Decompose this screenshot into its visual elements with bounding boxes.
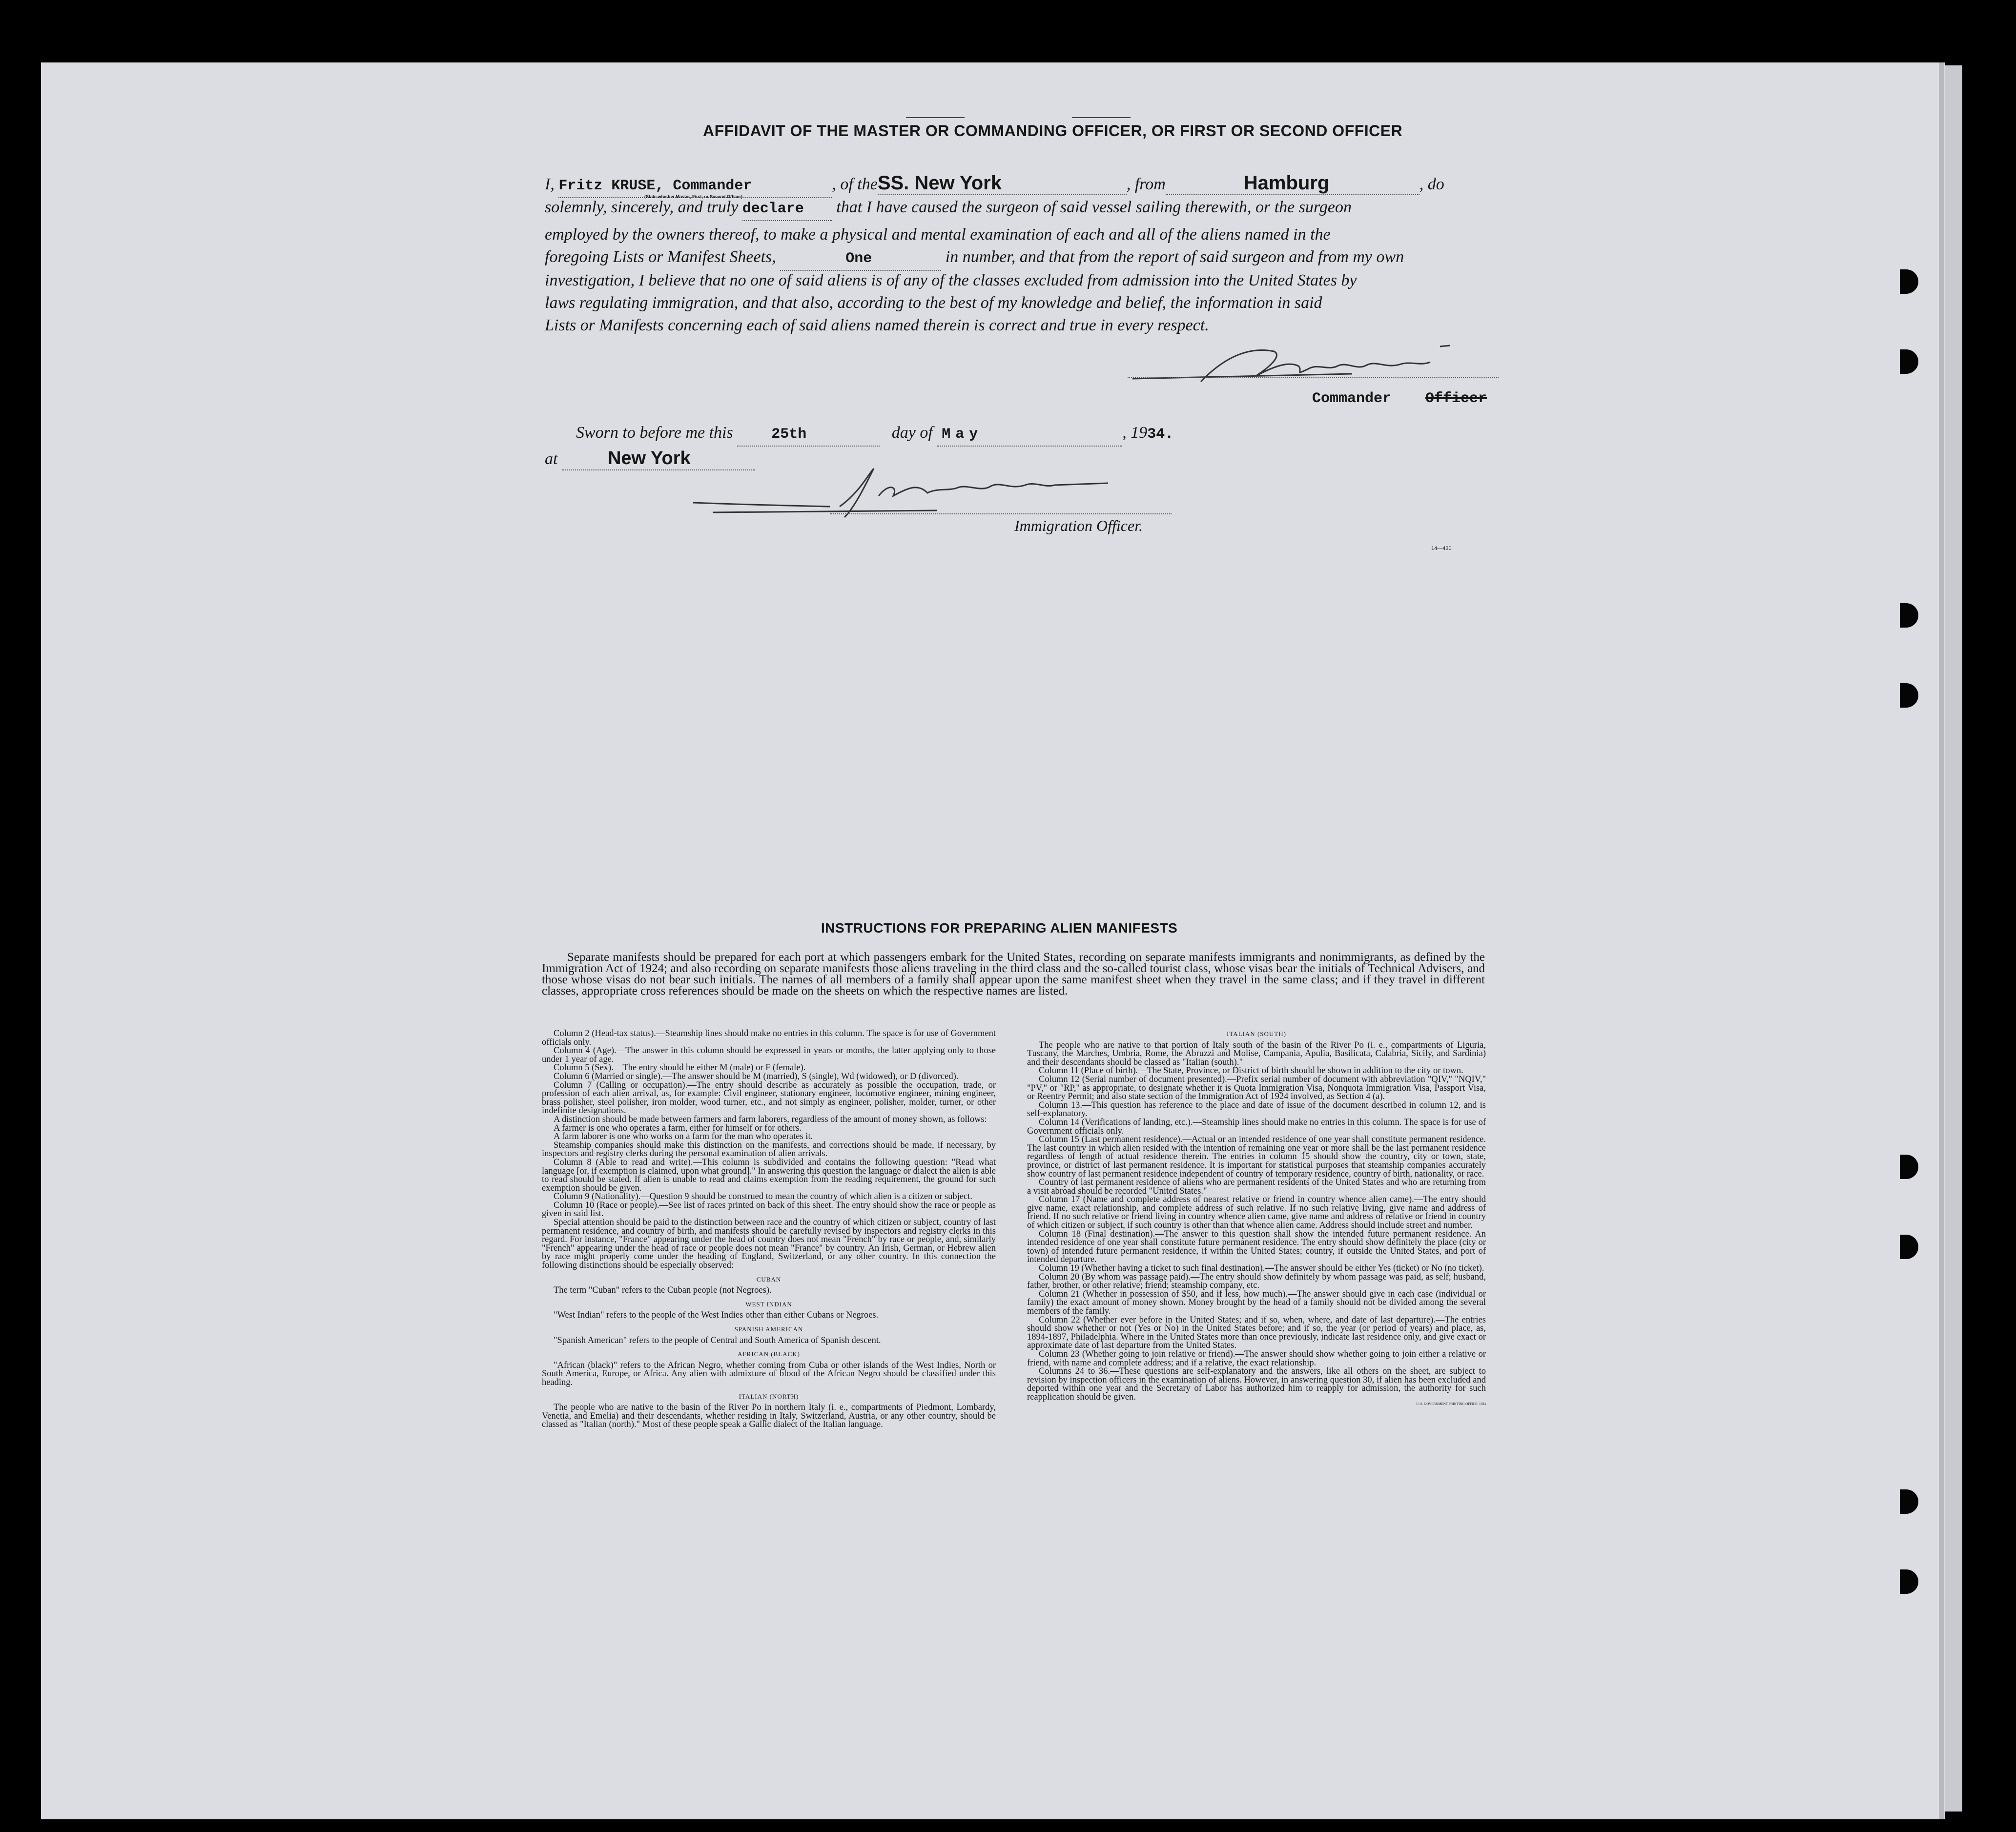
line1-text: , of the <box>832 175 878 193</box>
left-para: Steamship companies should make this distinction on the manifests, and corrections should be made, if necessary, by inspectors and registry clerks during the personal examination of alien arrivals. <box>542 1140 996 1159</box>
italian-north-heading: ITALIAN (NORTH) <box>739 1392 799 1400</box>
right-para: Column 14 (Verifications of landing, etc.).—Steamship lines should make no entries in this column. The space is for use of Government officials only. <box>1027 1117 1486 1136</box>
declare-word: declare <box>742 198 832 221</box>
cuban-para: The term "Cuban" refers to the Cuban people (not Negroes). <box>554 1285 772 1296</box>
left-para: Column 2 (Head-tax status).—Steamship lines should make no entries in this column. The space is for use of Government officials only. <box>542 1029 996 1047</box>
right-para: Column 23 (Whether going to join relative or friend).—The answer should show whether going to join either a relative or friend, with name and complete address; and if a relative, the exact relationship. <box>1027 1349 1486 1368</box>
left-para: Column 7 (Calling or occupation).—The entry should describe as accurately as possible the occupation, trade, or profession of each alien arrival, as, for example: Civil engineer, stationary engineer, locomotive engineer, mining engineer, brass polisher, steel polisher, iron molder, wood turner, etc., and not simply as engineer, polisher, molder, turner, or other indefinite designations. <box>542 1080 996 1116</box>
left-para: A distinction should be made between farmers and farm laborers, regardless of the amount of money shown, as follows: <box>554 1114 987 1124</box>
affidavit-line-7: Lists or Manifests concerning each of said aliens named therein is correct and true in every respect. <box>545 316 1209 334</box>
at-word: at <box>545 450 558 468</box>
left-para: Column 9 (Nationality).—Question 9 should be construed to mean the country of which alien is a citizen or subject. <box>554 1192 973 1202</box>
left-para: Column 5 (Sex).—The entry should be either M (male) or F (female). <box>554 1063 806 1073</box>
west-indian-para: "West Indian" refers to the people of the West Indies other than either Cubans or Negroes. <box>554 1310 879 1321</box>
officer-rank-note: (State whether Master, First, or Second Officer) <box>644 194 743 199</box>
sworn-text: day of <box>891 424 933 442</box>
affidavit-line-6: laws regulating immigration, and that also, according to the best of my knowledge and belief, the information in said <box>545 294 1322 312</box>
title-rule <box>1072 117 1131 118</box>
right-para: Columns 24 to 36.—These questions are self-explanatory and the answers, like all others on the sheet, are subject to revision by inspection officers in the examination of aliens. However, in answering question 30, if alien has been excluded and deported within one year and the Secretary of Labor has authorized him to reapply for admission, the authority for such reapplication should be given. <box>1027 1366 1486 1402</box>
african-para: "African (black)" refers to the African Negro, whether coming from Cuba or other islands of the West Indies, North or South America, Europe, or Africa. Any alien with admixture of blood of the African Negro should be classified under this heading. <box>542 1360 996 1387</box>
right-para: Country of last permanent residence of aliens who are permanent residents of the United States and who are returning from a visit abroad should be recorded "United States." <box>1027 1178 1486 1196</box>
gpo-imprint: U. S. GOVERNMENT PRINTING OFFICE: 1934 <box>1416 1402 1486 1406</box>
italian-south-heading: ITALIAN (SOUTH) <box>1227 1030 1286 1038</box>
officer-name: Fritz KRUSE, Commander <box>558 175 832 198</box>
instructions-title: INSTRUCTIONS FOR PREPARING ALIEN MANIFESTS <box>821 920 1178 936</box>
right-column <box>1027 1030 1486 1406</box>
spanish-american-para: "Spanish American" refers to the people of Central and South America of Spanish descent. <box>554 1335 881 1345</box>
affidavit-line-5: investigation, I believe that no one of said aliens is of any of the classes excluded from admission into the United States by <box>545 271 1357 289</box>
west-indian-heading: WEST INDIAN <box>745 1300 792 1308</box>
left-para: Column 10 (Race or people).—See list of races printed on back of this sheet. The entry should show the race or people as given in said list. <box>542 1200 996 1219</box>
line2-text: solemnly, sincerely, and truly <box>545 198 739 216</box>
left-para: A farm laborer is one who works on a farm for the man who operates it. <box>554 1132 813 1142</box>
right-para: The people who are native to that portion of Italy south of the basin of the River Po (i. e., compartments of Liguria, Tuscany, the Marches, Umbria, Rome, the Abruzzi and Molise, Campania, Apulia, Basilicata, Calabria, Sicily, and Sardinia) and their descendants should be classed as "Italian (south)." <box>1027 1040 1486 1067</box>
right-para: Column 13.—This question has reference to the place and date of issue of the document described in column 12, and is self-explanatory. <box>1027 1100 1486 1119</box>
affidavit-title: AFFIDAVIT OF THE MASTER OR COMMANDING OFFICER, OR FIRST OR SECOND OFFICER <box>703 122 1403 140</box>
commander-signature <box>1128 337 1533 390</box>
right-para: Column 17 (Name and complete address of nearest relative or friend in country whence alien came).—The entry should give name, exact relationship, and complete address of such relative. If no such relative living, give name and address of friend. If no such relative or friend living in country whence alien came, give name and address of relative or friend in country of which citizen or subject, if such country is other than that whence alien came. Address should include street and number. <box>1027 1195 1486 1231</box>
title-rule <box>906 117 965 118</box>
right-para: Column 18 (Final destination).—The answer to this question shall show the intended future permanent residence. An intended residence of one year shall constitute future permanent residence. The entry should show definitely the place (city or town) of intended future permanent residence, if within the United States; country, if outside the United States, and port of intended departure. <box>1027 1229 1486 1265</box>
affidavit-line-4 <box>545 246 1404 271</box>
line1-text: I, <box>545 175 555 193</box>
signer-title: Commander <box>1312 390 1392 407</box>
left-para: Column 8 (Able to read and write).—This column is subdivided and contains the following question: "Read what language [or, if exemption is claimed, upon what ground]." In answering this question the language or dialect the alien is able to read should be stated. If alien is unable to read and claims exemption from the reading requirement, the ground for such exemption should be given. <box>542 1157 996 1193</box>
sworn-line <box>576 422 1173 447</box>
sworn-day: 25th <box>737 423 880 447</box>
instructions-intro: Separate manifests should be prepared for each port at which passengers embark for the United States, recording on separate manifests immigrants and nonimmigrants, as defined by the Immigration Act of 1924; and also recording on separate manifests those aliens traveling in the third class and the so-called tourist class, whose visas bear the initials of Technical Advisers, and those whose visas do not bear such initials. The names of all members of a family shall appear upon the same manifest sheet when they travel in the same class; and if they travel in different classes, appropriate cross references should be made on the sheets on which the respective names are listed. <box>542 951 1485 997</box>
line4-text: foregoing Lists or Manifest Sheets, <box>545 248 776 266</box>
right-para: Column 15 (Last permanent residence).—Actual or an intended residence of one year shall constitute permanent residence. The last country in which alien resided with the intention of remaining one year or more shall be the last permanent residence regardless of length of actual residence therein. The entries in column 15 should show the country, city or town, state, province, or district of last permanent residence. It is important for statistical purposes that steamship companies accurately show country of last permanent residence independent of country of temporary residence, country of birth, nationality, or race. <box>1027 1135 1486 1179</box>
right-para: Column 20 (By whom was passage paid).—The entry should show definitely by whom passage was paid, as self; husband, father, brother, or other relative; friend; steamship company, etc. <box>1027 1272 1486 1291</box>
italian-north-para: The people who are native to the basin of the River Po in northern Italy (i. e., compartments of Piedmont, Lombardy, Venetia, and Emelia) and their descendants, whether residing in Italy, Switzerland, Austria, or any other country, should be classed as "Italian (north)." Most of these people speak a Gallic dialect of the Italian language. <box>542 1403 996 1430</box>
line4-text: in number, and that from the report of said surgeon and from my own <box>945 248 1404 266</box>
ship-name: SS. New York <box>878 172 1127 195</box>
left-para: Special attention should be paid to the distinction between race and the country of which citizen or subject, country of last permanent residence, and country of birth, and manifests should be carefully revised by inspectors and registry clerks in this regard. For instance, "France" appearing under the head of country does not mean "French" by race or people, and, similarly "French" appearing under the head of race or people does not mean "France" by country. An Irish, German, or Hebrew alien by race might properly come under the heading of England, Switzerland, or any other country. In this connection the following distinctions should be especially observed: <box>542 1218 996 1271</box>
line1-text: , do <box>1419 175 1444 193</box>
departure-port: Hamburg <box>1166 172 1419 195</box>
page-edge-shadow <box>1945 65 1962 1812</box>
african-heading: AFRICAN (BLACK) <box>737 1350 801 1358</box>
right-para: Column 12 (Serial number of document presented).—Prefix serial number of document with abbreviation "QIV," "NQIV," "PV," or "RP," as appropriate, to designate whether it is Quota Immigration Visa, Nonquota Immigration Visa, Passport Visa, or Reentry Permit; and also state section of the Immigration Act of 1924 involved, as Section 4 (a). <box>1027 1074 1486 1102</box>
right-para: Column 19 (Whether having a ticket to such final destination).—The answer should be either Yes (ticket) or No (no ticket). <box>1039 1263 1484 1274</box>
sworn-place: New York <box>562 447 755 470</box>
spanish-american-heading: SPANISH AMERICAN <box>734 1325 803 1333</box>
page-edge <box>1939 62 1944 1819</box>
line1-text: , from <box>1126 175 1166 193</box>
line2-text: that I have caused the surgeon of said vessel sailing therewith, or the surgeon <box>836 198 1352 216</box>
sworn-month: May <box>937 423 1122 447</box>
left-para: A farmer is one who operates a farm, either for himself or for others. <box>554 1123 802 1133</box>
form-number: 14—430 <box>1431 546 1452 551</box>
left-para: Column 6 (Married or single).—The answer should be M (married), S (single), Wd (widowed), or D (divorced). <box>554 1071 959 1081</box>
right-para: Column 11 (Place of birth).—The State, Province, or District of birth should be shown in addition to the city or town. <box>1039 1066 1463 1076</box>
right-para: Column 21 (Whether in possession of $50, and if less, how much).—The answer should give in each case (individual or family) the exact amount of money shown. Money brought by the head of a family should not be divided among the several members of the family. <box>1027 1289 1486 1316</box>
affidavit-line-3: employed by the owners thereof, to make a physical and mental examination of each and all of the aliens named in the <box>545 225 1331 244</box>
signature-line <box>1128 377 1499 378</box>
sworn-text: Sworn to before me this <box>576 424 733 442</box>
sworn-text: , 19 <box>1122 424 1148 442</box>
left-para: Column 4 (Age).—The answer in this column should be expressed in years or months, the latter applying only to those under 1 year of age. <box>542 1046 996 1064</box>
affidavit-line-2 <box>545 196 1352 221</box>
left-column <box>542 1030 996 1429</box>
cuban-heading: CUBAN <box>756 1275 782 1283</box>
sheet-count: One <box>780 247 941 271</box>
right-para: Column 22 (Whether ever before in the United States; and if so, when, where, and date of last departure).—The entries should show whether or not (Yes or No) in the United States before; and if so, the year (or period of years) and place, as, 1894-1897, Philadelphia. Where in the United States more than once previously, indicate last residence only, and give exact or approximate date of last departure from the United States. <box>1027 1315 1486 1351</box>
struck-officer-word: Officer <box>1425 390 1487 407</box>
officer-label: Immigration Officer. <box>1014 517 1143 534</box>
sworn-year: 34. <box>1147 426 1174 443</box>
